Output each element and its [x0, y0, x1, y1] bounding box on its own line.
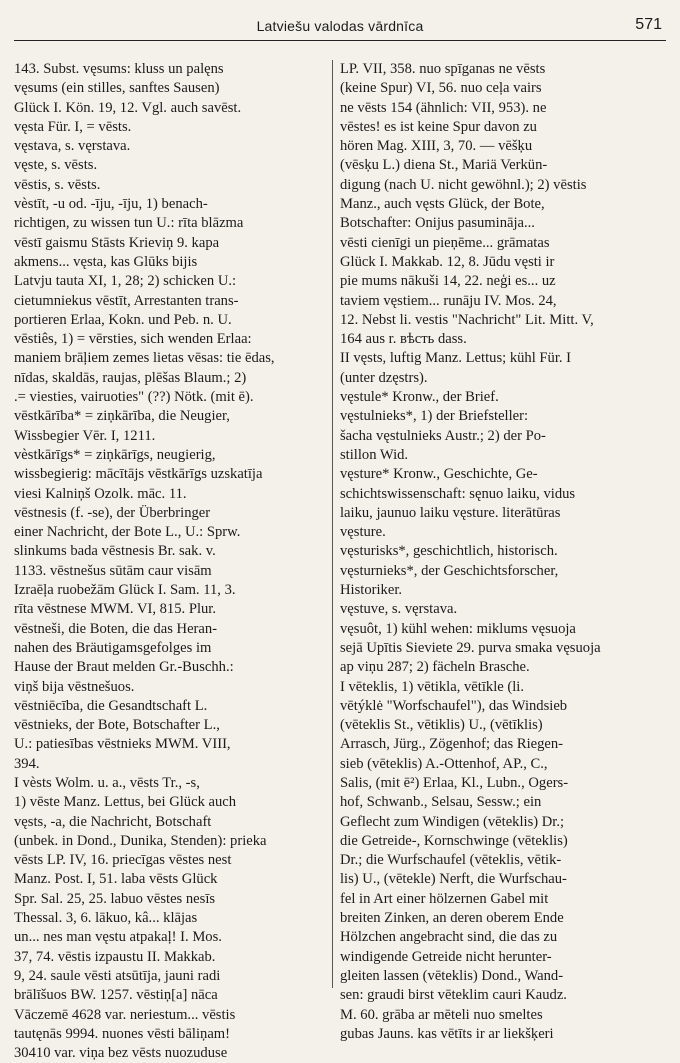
text-line: brālīšuos BW. 1257. vēstiņ[a] nāca: [14, 987, 218, 1004]
text-line: vęsta Für. I, = vēsts.: [14, 118, 132, 135]
text-line: vęstava, s. vęrstava.: [14, 138, 131, 155]
text-line: Manz. Post. I, 51. laba vēsts Glück: [14, 871, 218, 888]
text-line: viesi Kalniņš Ozolk. māc. 11.: [14, 485, 187, 502]
text-line: (unbek. in Dond., Dunika, Stenden): prieka: [14, 832, 267, 849]
text-line: U.: patiesības vēstnieks MWM. VIII,: [14, 736, 231, 753]
text-line: vēstnieks, der Bote, Botschafter L.,: [14, 717, 220, 734]
text-line: vęstuve, s. vęrstava.: [340, 601, 458, 618]
text-line: I vēteklis, 1) vētikla, vētīkle (li.: [340, 678, 524, 695]
text-line: vęsuôt, 1) kühl wehen: miklums vęsuoja: [340, 620, 576, 637]
text-line: einer Nachricht, der Bote L., U.: Sprw.: [14, 524, 241, 541]
text-line: (keine Spur) VI, 56. nuo ceļa vairs: [340, 80, 542, 97]
text-line: (vēsķu L.) diena St., Mariä Verkün-: [340, 157, 548, 174]
text-line: Botschafter: Onijus pasumināja...: [340, 215, 535, 232]
text-line: vētýklė "Worfschaufel"), das Windsieb: [340, 697, 568, 714]
text-line: vęsums (ein stilles, sanftes Sausen): [14, 80, 220, 97]
text-line: un... nes man vęstu atpakaļ! I. Mos.: [14, 929, 222, 946]
text-line: 12. Nebst li. vestis "Nachricht" Lit. Mitt. V,: [340, 311, 594, 328]
text-line: akmens... vęsta, kas Glūks bijis: [14, 253, 198, 270]
text-line: Wissbegier Vēr. I, 1211.: [14, 427, 156, 444]
text-line: stillon Wid.: [340, 446, 409, 463]
text-line: 37, 74. vēstis izpaustu II. Makkab.: [14, 948, 216, 965]
text-line: ne vēsts 154 (ähnlich: VII, 953). ne: [340, 99, 547, 116]
text-line: vēstī gaismu Stāsts Krieviņ 9. kapa: [14, 234, 220, 251]
text-line: Glück I. Makkab. 12, 8. Jūdu vęsti ir: [340, 253, 555, 270]
text-line: vęste, s. vēsts.: [14, 157, 98, 174]
text-line: Arrasch, Jürg., Zögenhof; das Riegen-: [340, 736, 564, 753]
text-line: vęsturisks*, geschichtlich, historisch.: [340, 543, 558, 560]
text-line: maniem brāļiem zemes lietas vēsas: tie ēdas,: [14, 350, 275, 367]
text-line: 143. Subst. vęsums: kluss un palęns: [14, 61, 224, 77]
text-line: viņš bija vēstnešuos.: [14, 678, 135, 695]
text-line: Spr. Sal. 25, 25. labuo vēstes nesīs: [14, 890, 216, 907]
text-line: vēstkārība* = ziņkārība, die Neugier,: [14, 408, 230, 425]
text-line: portieren Erlaa, Kokn. und Peb. n. U.: [14, 311, 232, 328]
text-line: tautęnās 9994. nuones vēsti bāliņam!: [14, 1025, 231, 1042]
text-line: LP. VII, 358. nuo spīganas ne vēsts: [340, 61, 546, 77]
text-line: vęsture* Kronw., Geschichte, Ge-: [340, 466, 538, 483]
text-line: Glück I. Kön. 19, 12. Vgl. auch savēst.: [14, 99, 242, 116]
text-line: .= viesties, vairuoties" (??) Nötk. (mit ē).: [14, 389, 254, 406]
left-column: [14, 60, 324, 1062]
text-line: wissbegierig: mācītājs vēstkārīgs uzskatīja: [14, 466, 263, 483]
text-line: lis) U., (vētekle) Nerft, die Wurfschau-: [340, 871, 567, 888]
text-line: vēstiês, 1) = vērsties, sich wenden Erlaa:: [14, 331, 252, 348]
text-line: (unter dzęstrs).: [340, 369, 428, 386]
column-divider: [332, 60, 333, 988]
text-line: vèstīt, -u od. -īju, -īju, 1) benach-: [14, 196, 208, 213]
text-line: Salis, (mit ē²) Erlaa, Kl., Lubn., Ogers-: [340, 774, 569, 791]
text-line: M. 60. grāba ar mēteli nuo smeltes: [340, 1006, 543, 1023]
text-line: rīta vēstnese MWM. VI, 815. Plur.: [14, 601, 216, 618]
text-line: vēsts LP. IV, 16. priecīgas vēstes nest: [14, 852, 232, 869]
text-line: Vāczemē 4628 var. neriestum... vēstis: [14, 1006, 236, 1023]
text-line: Izraēļa ruobežām Glück I. Sam. 11, 3.: [14, 582, 236, 599]
text-line: vèstkārīgs* = ziņkārīgs, neugierig,: [14, 446, 216, 463]
right-column: [340, 60, 663, 1042]
text-line: Historiker.: [340, 582, 403, 599]
text-line: Manz., auch vęsts Glück, der Bote,: [340, 196, 545, 213]
text-line: šacha vęstulnieks Austr.; 2) der Po-: [340, 427, 546, 444]
text-line: vēstes! es ist keine Spur davon zu: [340, 118, 537, 135]
text-line: vēstnesis (f. -se), der Überbringer: [14, 504, 211, 521]
text-line: sieb (vēteklis) A.-Ottenhof, AP., C.,: [340, 755, 548, 772]
text-line: breiten Zinken, an deren oberem Ende: [340, 910, 564, 927]
text-line: gubas Jauns. kas vētīts ir ar liekšķeri: [340, 1025, 554, 1042]
text-line: Hause der Braut melden Gr.-Buschh.:: [14, 659, 234, 676]
text-line: fel in Art einer hölzernen Gabel mit: [340, 890, 549, 907]
text-line: die Getreide-, Kornschwinge (vēteklis): [340, 832, 568, 849]
dictionary-title: Latviešu valodas vārdnīca: [256, 18, 424, 34]
text-line: ap viņu 287; 2) fächeln Brasche.: [340, 659, 530, 676]
text-line: vēstniēcība, die Gesandtschaft L.: [14, 697, 208, 714]
text-line: 164 aus r. вѣсть dass.: [340, 331, 467, 348]
text-line: I vèsts Wolm. u. a., vēsts Tr., -s,: [14, 774, 200, 791]
text-line: Hölzchen angebracht sind, die das zu: [340, 929, 558, 946]
text-line: (vēteklis St., vētiklis) U., (vētīklis): [340, 717, 543, 734]
text-line: pie mums nākuši 14, 22. neģi es... uz: [340, 273, 556, 290]
text-line: 9, 24. saule vēsti atsūtīja, jauni radi: [14, 967, 221, 984]
text-line: windigende Getreide nicht herunter-: [340, 948, 552, 965]
text-line: Dr.; die Wurfschaufel (vēteklis, vētik-: [340, 852, 562, 869]
text-line: Geflecht zum Windigen (vēteklis) Dr.;: [340, 813, 565, 830]
text-line: laiku, jaunuo laiku vęsture. literātūras: [340, 504, 561, 521]
text-line: slinkums bada vēstnesis Br. sak. v.: [14, 543, 216, 560]
text-line: 1) vēste Manz. Lettus, bei Glück auch: [14, 794, 237, 811]
text-line: taviem vęstiem... runāju IV. Mos. 24,: [340, 292, 557, 309]
page-number: 571: [635, 16, 662, 33]
text-line: richtigen, zu wissen tun U.: rīta blāzma: [14, 215, 244, 232]
text-line: nahen des Bräutigamsgefolges im: [14, 639, 212, 656]
text-line: Thessal. 3, 6. lākuo, kâ... klājas: [14, 910, 198, 927]
text-line: hof, Schwanb., Selsau, Sessw.; ein: [340, 794, 542, 811]
text-line: vęstule* Kronw., der Brief.: [340, 389, 499, 406]
text-line: nīdas, skaldās, raujas, plēšas Blaum.; 2): [14, 369, 247, 386]
text-line: gleiten lassen (vēteklis) Dond., Wand-: [340, 967, 564, 984]
text-line: digung (nach U. nicht gewöhnl.); 2) vēstis: [340, 176, 587, 193]
text-line: vęsturnieks*, der Geschichtsforscher,: [340, 562, 559, 579]
text-line: 394.: [14, 755, 40, 772]
text-line: 30410 var. viņa bez vēsts nuozuduse: [14, 1045, 228, 1062]
text-line: vēsti cienīgi un pieņēme... grāmatas: [340, 234, 550, 251]
text-line: vęstulnieks*, 1) der Briefsteller:: [340, 408, 529, 425]
text-line: vęsture.: [340, 524, 386, 541]
text-line: vēstneši, die Boten, die das Heran-: [14, 620, 218, 637]
text-line: sen: graudi birst vēteklim cauri Kaudz.: [340, 987, 567, 1004]
text-line: vęsts, -a, die Nachricht, Botschaft: [14, 813, 212, 830]
page-header: [14, 8, 666, 41]
text-line: II vęsts, luftig Manz. Lettus; kühl Für. I: [340, 350, 572, 367]
text-line: Latvju tauta XI, 1, 28; 2) schicken U.:: [14, 273, 237, 290]
text-line: vēstis, s. vēsts.: [14, 176, 101, 193]
text-line: schichtswissenschaft: sęnuo laiku, vidus: [340, 485, 576, 502]
text-line: sejā Upītis Sieviete 29. purva smaka vęsuoja: [340, 639, 601, 656]
text-line: 1133. vēstnešus sūtām caur visām: [14, 562, 212, 579]
text-line: hören Mag. XIII, 3, 70. — vēšķu: [340, 138, 533, 155]
text-line: cietumniekus vēstīt, Arrestanten trans-: [14, 292, 239, 309]
